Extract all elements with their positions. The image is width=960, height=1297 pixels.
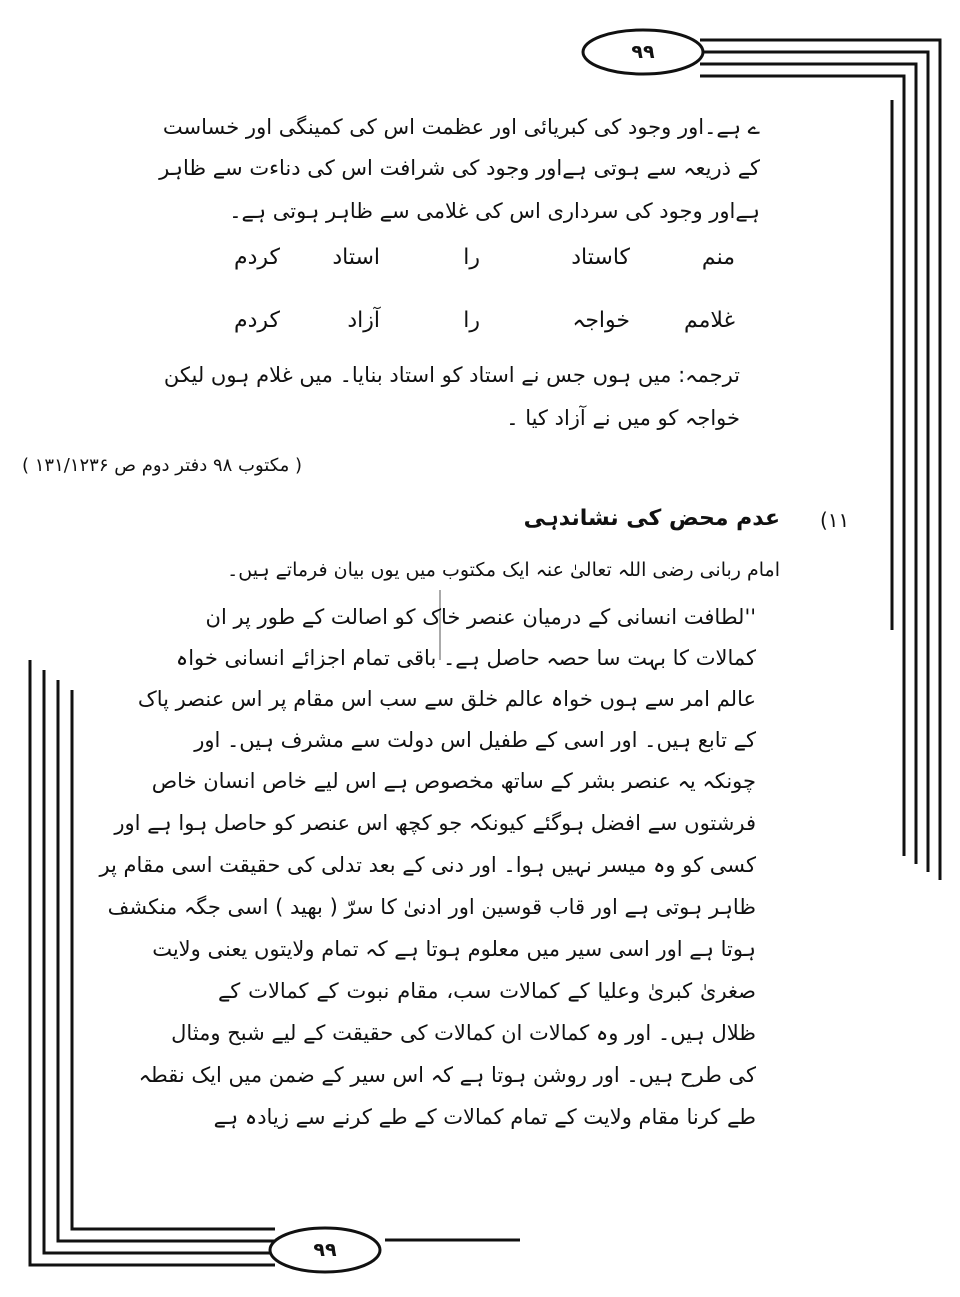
quote-line: ہوتا ہے اور اسی سیر میں معلوم ہوتا ہے کہ تمام ولایتوں یعنی ولایت [152,937,756,961]
translation-line-2: خواجہ کو میں نے آزاد کیا ۔ [506,406,740,430]
verse-word: را [463,245,480,270]
page-number-top: ۹۹ [631,41,655,63]
section-title: عدم محض کی نشاندہی [523,506,780,531]
translation-line-1: ترجمہ: میں ہوں جس نے استاد کو استاد بنایا۔ میں غلام ہوں لیکن [163,363,740,387]
quote-line: عالم امر سے ہوں خواہ عالم خلق سے سب اس مقام پر اس عنصر پاک [137,687,756,711]
verse-word: کاستاد [571,245,630,270]
verse-word: را [463,308,480,333]
quote-line: کے تابع ہیں۔ اور اسی کے طفیل اس دولت سے مشرف ہیں۔ اور [194,728,756,752]
intro-line-2: کے ذریعہ سے ہوتی ہےاور وجود کی شرافت اس کی دناءت سے ظاہر [159,156,760,180]
quote-line: کسی کو وہ میسر نہیں ہوا۔ اور دنی کے بعد تدلی کی حقیقت اسی مقام پر [99,853,756,877]
quote-line: فرشتوں سے افضل ہوگئے کیونکہ جو کچھ اس عنصر کو حاصل ہوا ہے اور [114,811,756,835]
verse-word: خواجہ [572,308,630,333]
quote-line: ظاہر ہوتی ہے اور قاب قوسین اور ادنیٰ کا سرّ ( بھید ) اسی جگہ منکشف [107,895,756,919]
verse-row-2 [225,308,735,348]
reference-citation: ( مکتوب ۹۸ دفتر دوم ص ۱۳۱/۱۲۳۶ ) [22,455,303,476]
quote-line: کی طرح ہیں۔ اور روشن ہوتا ہے کہ اس سیر کے ضمن میں ایک نقطہ [138,1063,756,1087]
page-number-bottom: ۹۹ [313,1239,337,1261]
section-number: (۱۱ [820,508,850,532]
quote-line: چونکہ یہ عنصر بشر کے ساتھ مخصوص ہے اس لیے خاص انسان خاص [151,769,756,793]
quote-line: ظلال ہیں۔ اور وہ کمالات ان کمالات کی حقیقت کے لیے شبح ومثال [171,1021,756,1045]
verse-word: استاد [332,245,380,270]
verse-word: آزاد [347,308,380,333]
section-intro: امام ربانی رضی اللہ تعالیٰ عنہ ایک مکتوب میں یوں بیان فرماتے ہیں۔ [227,559,780,581]
verse-row-1 [225,245,735,285]
verse-word: منم [701,245,735,270]
quote-line: طے کرنا مقام ولایت کے تمام کمالات کے طے کرنے سے زیادہ ہے [213,1105,756,1129]
quote-line: کمالات کا بہت سا حصہ حاصل ہے۔ باقی تمام اجزائے انسانی خواہ [175,646,756,670]
quote-line: صغریٰ کبریٰ وعلیا کے کمالات سب، مقام نبوت کے کمالات کے [218,979,756,1003]
verse-word: غلامم [683,308,735,333]
intro-line-3: ہےاور وجود کی سرداری اس کی غلامی سے ظاہر ہوتی ہے۔ [229,199,760,223]
verse-word: کردم [233,308,280,333]
quote-line: ''لطافت انسانی کے درمیان عنصر خاک کو اصالت کے طور پر ان [205,605,756,629]
intro-line-1: ے ہے۔اور وجود کی کبریائی اور عظمت اس کی کمینگی اور خساست [162,115,760,139]
verse-word: کردم [233,245,280,270]
